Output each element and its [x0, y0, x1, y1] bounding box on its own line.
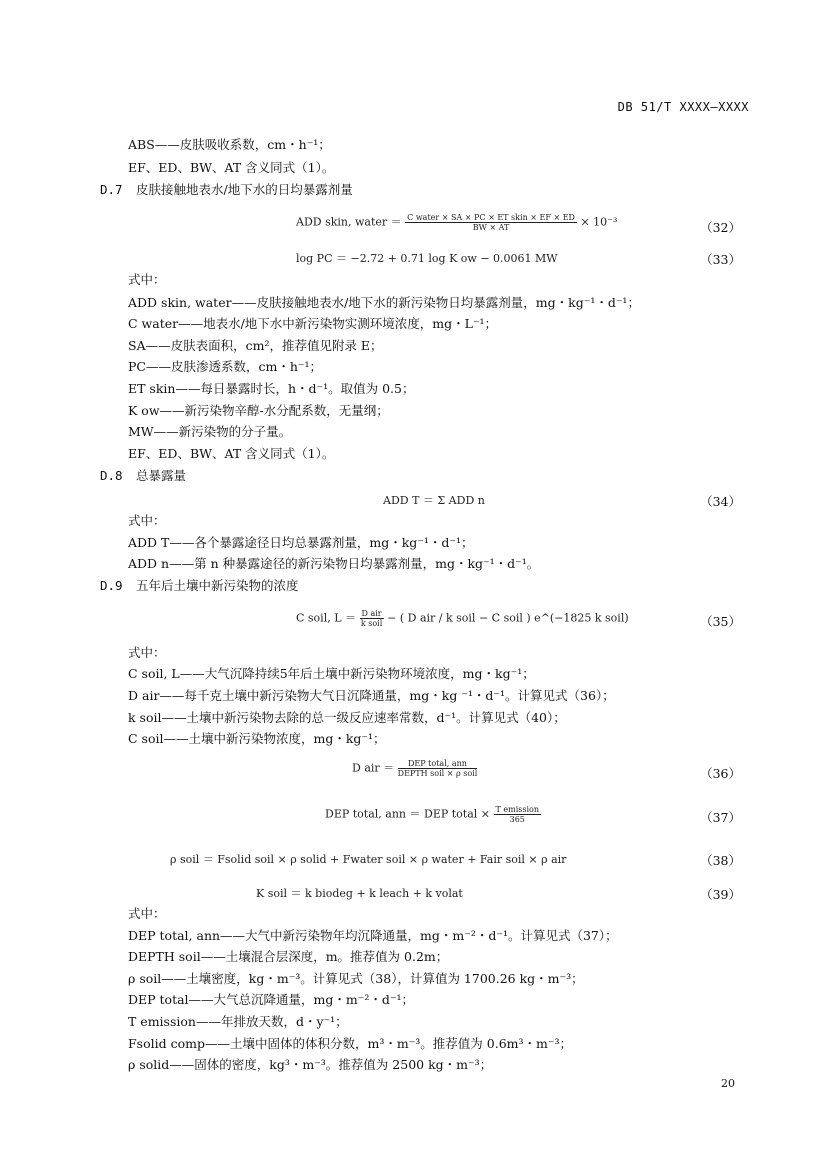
definition-add-skin-water: ADD skin, water——皮肤接触地表水/地下水的新污染物日均暴露剂量，mg・kg⁻¹・d⁻¹； [128, 295, 640, 310]
equation-number-37: （37） [700, 810, 741, 825]
section-number: D.8 [100, 468, 123, 483]
fraction-numerator: DEP total, ann [398, 759, 478, 769]
definition-add-t: ADD T——各个暴露途径日均总暴露剂量，mg・kg⁻¹・d⁻¹； [128, 535, 474, 550]
definition-sa: SA——皮肤表面积，cm²，推荐值见附录 E； [128, 338, 383, 353]
equation-39: K soil ＝ k biodeg + k leach + k volat [256, 887, 463, 900]
equation-34: ADD T ＝ Σ ADD n [383, 494, 485, 507]
definition-et-skin: ET skin——每日暴露时长，h・d⁻¹。取值为 0.5； [128, 381, 415, 396]
equation-fraction [494, 805, 542, 824]
equation-number-39: （39） [700, 887, 741, 902]
definition-pc: PC——皮肤渗透系数，cm・h⁻¹； [128, 359, 322, 374]
equation-36 [352, 759, 477, 778]
equation-number-36: （36） [700, 766, 741, 781]
section-number: D.7 [100, 182, 123, 197]
equation-33: log PC ＝ −2.72 + 0.71 log K ow − 0.0061 MW [296, 252, 558, 265]
equation-number-35: （35） [700, 614, 741, 629]
fraction-numerator: D air [361, 609, 382, 618]
definition-fsolid: Fsolid comp——土壤中固体的体积分数，m³・m⁻³。推荐值为 0.6m³・m⁻³； [128, 1036, 572, 1051]
equation-lhs: ADD skin, water ＝ [296, 215, 402, 229]
section-number: D.9 [100, 578, 123, 593]
definition-abs: ABS——皮肤吸收系数，cm・h⁻¹； [128, 137, 331, 152]
equation-lhs: C soil, L ＝ [296, 611, 357, 625]
definition-rho-solid: ρ solid——固体的密度，kg³・m⁻³。推荐值为 2500 kg・m⁻³； [128, 1057, 493, 1072]
equation-number-33: （33） [700, 252, 741, 267]
equation-lhs: D air ＝ [352, 761, 395, 775]
section-title: 五年后土壤中新污染物的浓度 [136, 578, 299, 593]
equation-tail: − ( D air / k soil − C soil ) e^(−1825 k soil) [387, 611, 629, 625]
definition-ef-ref: EF、ED、BW、AT 含义同式（1）。 [128, 446, 335, 461]
equation-tail: × 10⁻³ [580, 215, 618, 229]
equation-number-32: （32） [700, 220, 741, 235]
definition-dep-total-ann: DEP total, ann——大气中新污染物年均沉降通量，mg・m⁻²・d⁻¹。计算见式（37）； [128, 928, 618, 943]
equation-fraction [360, 609, 384, 628]
fraction-numerator: T emission [495, 805, 539, 814]
where-label: 式中： [128, 513, 166, 528]
fraction-denominator: BW × AT [472, 223, 510, 232]
definition-rho-soil: ρ soil——土壤密度，kg・m⁻³。计算见式（38），计算值为 1700.26 kg・m⁻³； [128, 971, 584, 986]
page-number: 20 [721, 1077, 735, 1090]
equation-38: ρ soil ＝ Fsolid soil × ρ solid + Fwater soil × ρ water + Fair soil × ρ air [170, 853, 567, 866]
equation-35 [296, 609, 629, 628]
equation-fraction [405, 213, 577, 232]
definition-c-soil-l: C soil, L——大气沉降持续5年后土壤中新污染物环境浓度，mg・kg⁻¹； [128, 666, 535, 681]
document-code: DB 51/T XXXX—XXXX [617, 100, 749, 114]
equation-37 [325, 805, 541, 824]
section-d9-heading [100, 578, 299, 594]
definition-c-soil: C soil——土壤中新污染物浓度，mg・kg⁻¹； [128, 731, 386, 746]
section-title: 皮肤接触地表水/地下水的日均暴露剂量 [136, 182, 353, 197]
definition-k-soil: k soil——土壤中新污染物去除的总一级反应速率常数，d⁻¹。计算见式（40）； [128, 710, 566, 725]
definition-c-water: C water——地表水/地下水中新污染物实测环境浓度，mg・L⁻¹； [128, 316, 498, 331]
definition-depth-soil: DEPTH soil——土壤混合层深度，m。推荐值为 0.2m； [128, 949, 449, 964]
fraction-denominator: k soil [360, 619, 383, 628]
where-label: 式中： [128, 906, 166, 921]
where-label: 式中： [128, 272, 166, 287]
definition-add-n: ADD n——第 n 种暴露途径的新污染物日均暴露剂量，mg・kg⁻¹・d⁻¹。 [128, 556, 540, 571]
equation-32 [296, 213, 617, 232]
equation-number-34: （34） [700, 494, 741, 509]
fraction-denominator: DEPTH soil × ρ soil [397, 769, 478, 778]
definition-ef-ref: EF、ED、BW、AT 含义同式（1）。 [128, 160, 335, 175]
section-d7-heading [100, 182, 353, 198]
definition-dep-total: DEP total——大气总沉降通量，mg・m⁻²・d⁻¹； [128, 992, 414, 1007]
equation-number-38: （38） [700, 853, 741, 868]
fraction-numerator: C water × SA × PC × ET skin × EF × ED [407, 213, 575, 222]
where-label: 式中： [128, 645, 166, 660]
equation-fraction [398, 759, 478, 778]
fraction-denominator: 365 [509, 815, 525, 824]
section-title: 总暴露量 [136, 468, 187, 483]
section-d8-heading [100, 468, 186, 484]
definition-mw: MW——新污染物的分子量。 [128, 424, 292, 439]
definition-k-ow: K ow——新污染物辛醇-水分配系数，无量纲； [128, 403, 389, 418]
equation-lhs: DEP total, ann ＝ DEP total × [325, 807, 490, 821]
definition-t-emission: T emission——年排放天数，d・y⁻¹； [128, 1014, 348, 1029]
definition-d-air: D air——每千克土壤中新污染物大气日沉降通量，mg・kg ⁻¹・d⁻¹。计算见式（36）； [128, 688, 615, 703]
